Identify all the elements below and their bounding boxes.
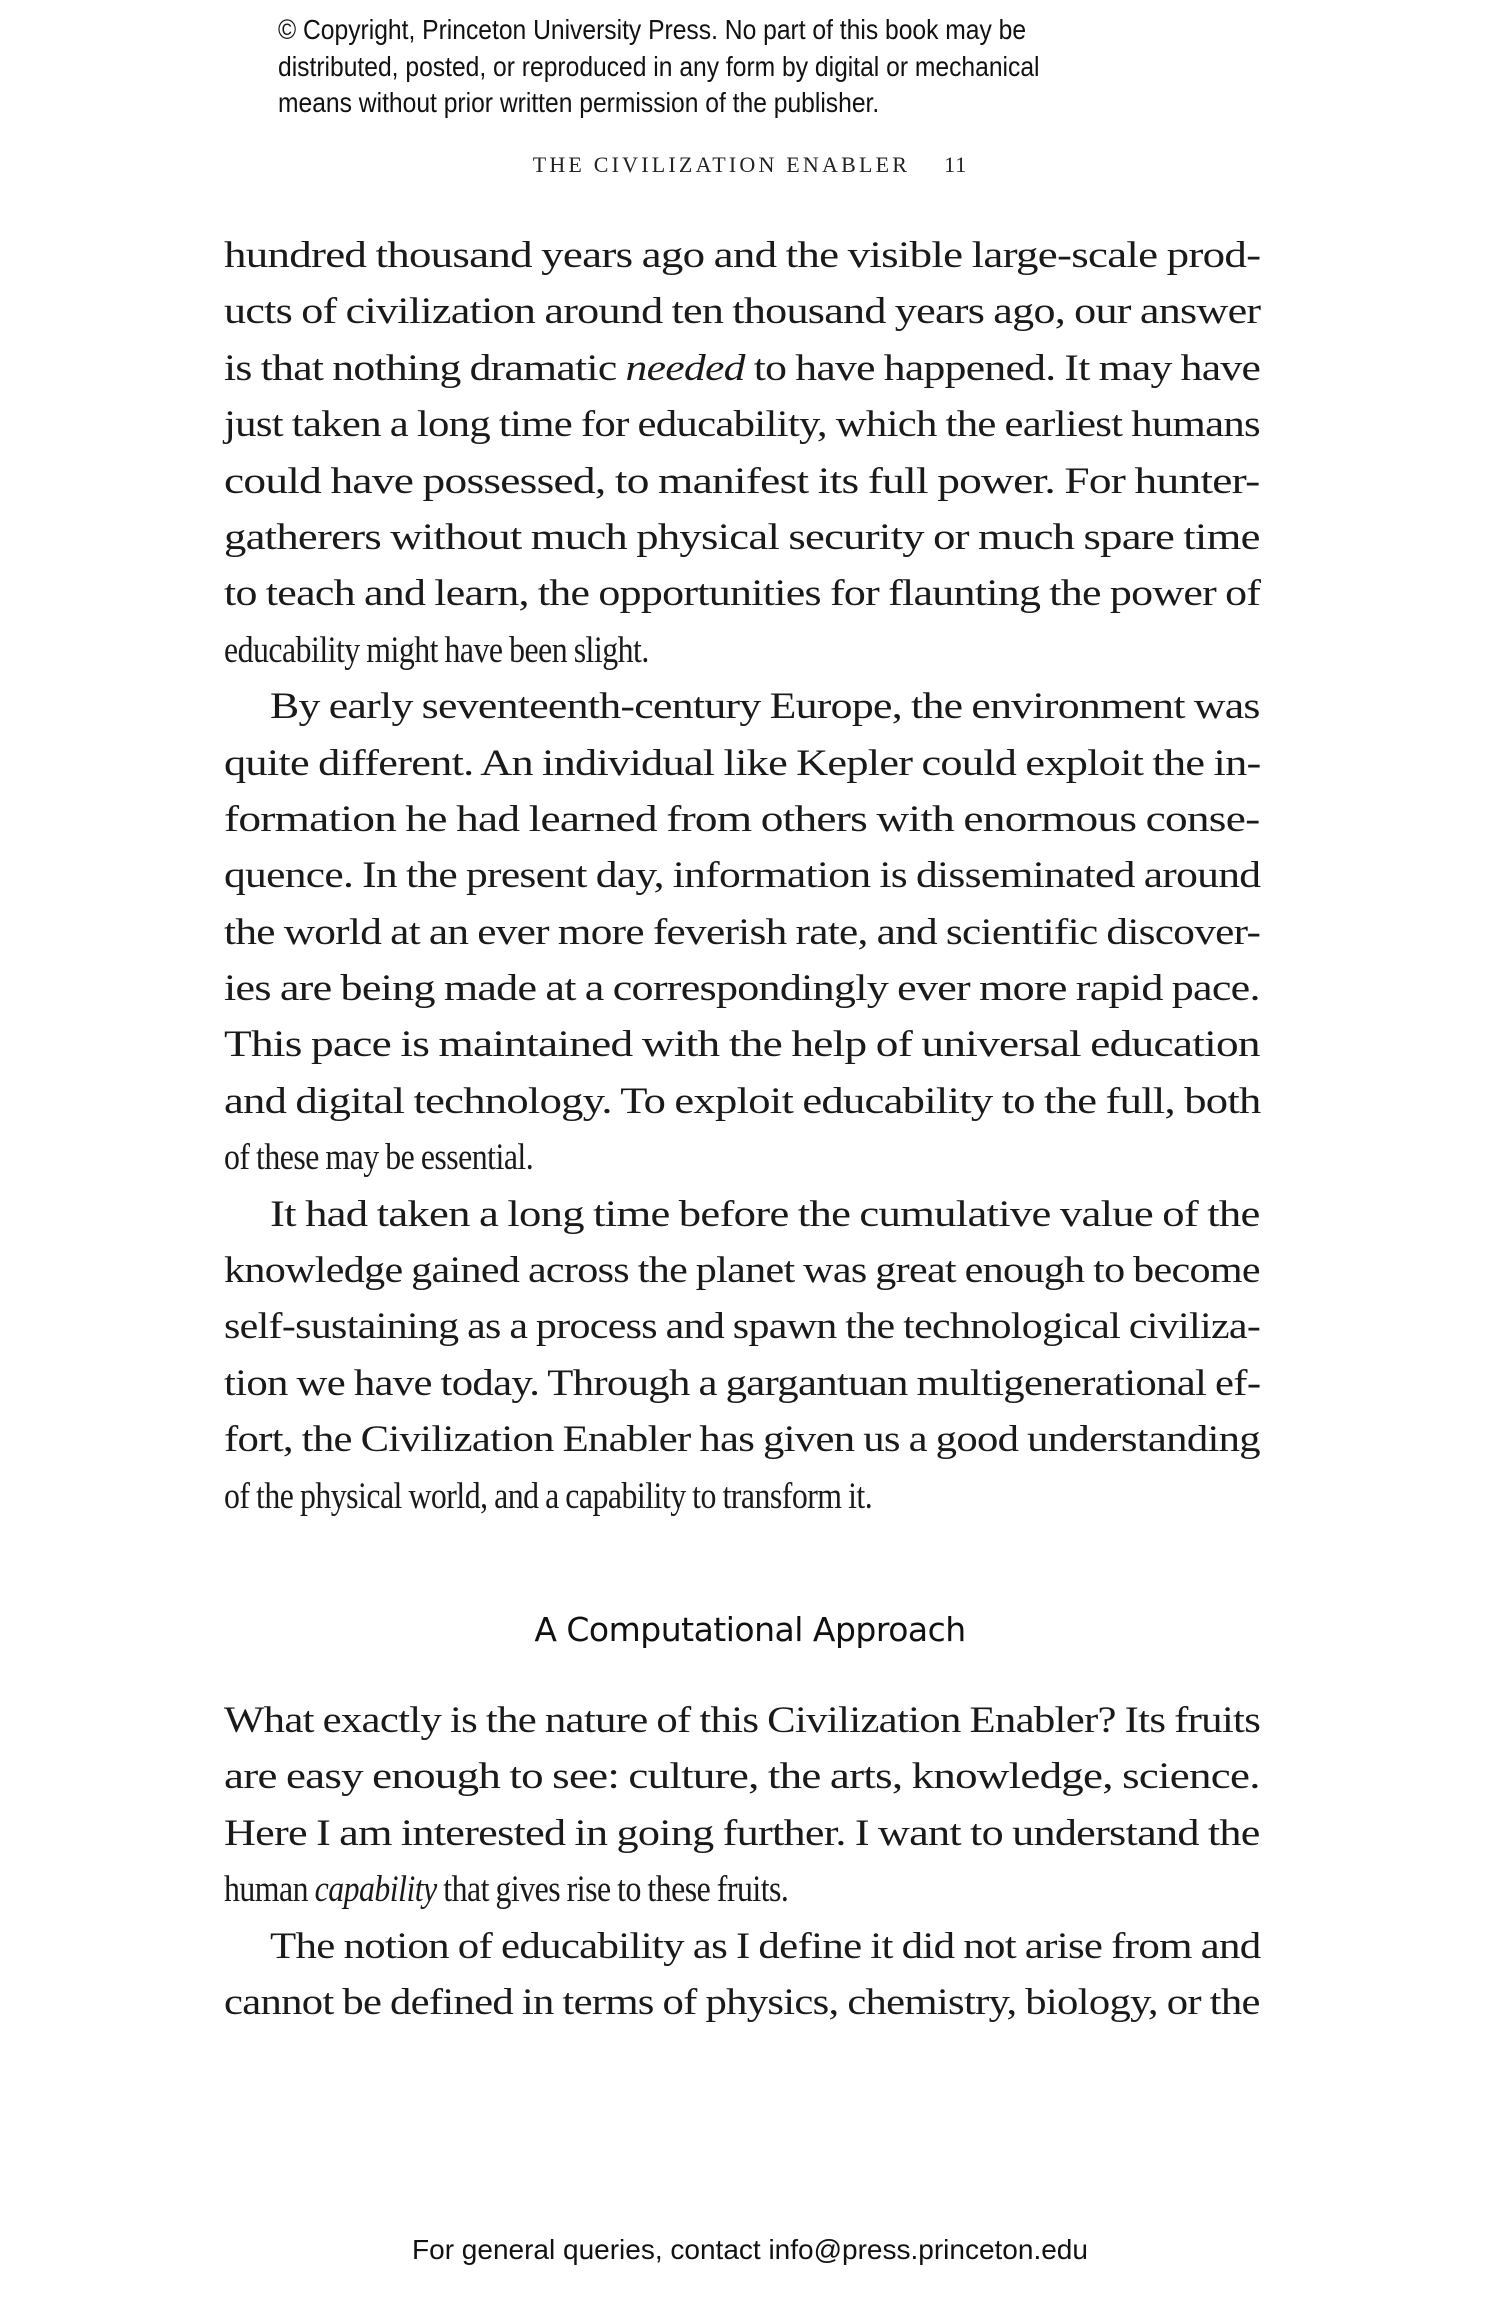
copyright-line: means without prior written permission of the publisher. (278, 87, 880, 118)
page-number: 11 (944, 152, 968, 177)
copyright-notice (278, 12, 1238, 122)
running-head (0, 152, 1500, 178)
text-line: human capability that gives rise to these fruits. (224, 1869, 789, 1911)
body-text-section-1 (224, 228, 1260, 1525)
paragraph (224, 228, 1260, 679)
text-line: quite different. An individual like Kepler could exploit the in- (224, 742, 1261, 784)
text-line: hundred thousand years ago and the visible large-scale prod- (224, 235, 1261, 276)
body-text-section-2 (224, 1693, 1260, 2031)
copyright-line: distributed, posted, or reproduced in any form by digital or mechanical (278, 50, 1040, 82)
contact-footer: For general queries, contact info@press.princeton.edu (412, 2234, 1088, 2265)
text-line: It had taken a long time before the cumulative value of the (270, 1193, 1260, 1235)
text-line: the world at an ever more feverish rate, and scientific discover- (224, 911, 1261, 953)
text-line: gatherers without much physical security or much spare time (224, 516, 1260, 558)
text-line: formation he had learned from others with enormous conse- (224, 798, 1260, 840)
text-line: tion we have today. Through a gargantuan multigenerational ef- (224, 1362, 1261, 1404)
text-line: ies are being made at a correspondingly ever more rapid pace. (224, 968, 1260, 1010)
text-line: could have possessed, to manifest its full power. For hunter- (224, 460, 1260, 502)
text-line: are easy enough to see: culture, the arts, knowledge, science. (224, 1756, 1260, 1798)
text-line: of these may be essential. (224, 1137, 534, 1179)
text-line: By early seventeenth-century Europe, the environment was (270, 686, 1260, 728)
text-line: cannot be defined in terms of physics, chemistry, biology, or the (224, 1981, 1260, 2023)
text-line: fort, the Civilization Enabler has given us a good understanding (224, 1419, 1260, 1461)
paragraph (224, 1187, 1260, 1525)
paragraph (224, 679, 1260, 1187)
emphasis: needed (625, 347, 745, 389)
text-line: ucts of civilization around ten thousand years ago, our answer (224, 291, 1261, 333)
paragraph (224, 1919, 1260, 2032)
text-line: just taken a long time for educability, which the earliest humans (224, 404, 1260, 446)
text-line: quence. In the present day, information is disseminated around (224, 855, 1261, 897)
section-heading: A Computational Approach (534, 1610, 966, 1649)
running-head-title: THE CIVILIZATION ENABLER (532, 152, 911, 177)
text-line: of the physical world, and a capability to transform it. (224, 1475, 873, 1517)
text-line: educability might have been slight. (224, 629, 649, 671)
copyright-line: © Copyright, Princeton University Press. No part of this book may be (278, 14, 1027, 45)
text-line: The notion of educability as I define it did not arise from and (270, 1925, 1261, 1967)
emphasis: capability (314, 1869, 437, 1911)
text-line: self-sustaining as a process and spawn the technological civiliza- (224, 1306, 1261, 1348)
text-line: This pace is maintained with the help of universal education (224, 1024, 1260, 1066)
text-line: knowledge gained across the planet was great enough to become (224, 1250, 1260, 1292)
text-line: is that nothing dramatic needed to have happened. It may have (224, 347, 1261, 389)
paragraph (224, 1693, 1260, 1919)
text-line: Here I am interested in going further. I want to understand the (224, 1812, 1260, 1854)
text-line: to teach and learn, the opportunities for flaunting the power of (224, 573, 1261, 615)
text-line: and digital technology. To exploit educability to the full, both (224, 1080, 1261, 1122)
text-line: What exactly is the nature of this Civilization Enabler? Its fruits (224, 1700, 1261, 1741)
